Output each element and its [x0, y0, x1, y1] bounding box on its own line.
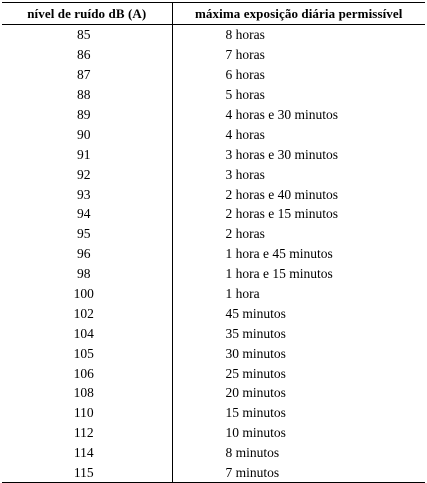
table-row [2, 303, 425, 323]
noise-level-cell: 89 [77, 107, 91, 122]
noise-exposure-table [2, 2, 425, 483]
table-row [2, 25, 425, 45]
max-exposure-cell: 25 minutos [172, 363, 425, 383]
table-row [2, 383, 425, 403]
max-exposure-cell: 1 hora e 45 minutos [172, 244, 425, 264]
max-exposure-cell: 45 minutos [172, 303, 425, 323]
table-row [2, 65, 425, 85]
max-exposure-cell: 3 horas [172, 164, 425, 184]
noise-level-cell: 92 [77, 166, 91, 182]
noise-level-cell: 96 [77, 246, 91, 262]
noise-level-cell: 108 [73, 385, 94, 401]
header-max-exposure: máxima exposição diária permissível [172, 3, 425, 25]
max-exposure-cell: 4 horas [172, 124, 425, 144]
max-exposure-cell: 7 horas [172, 45, 425, 65]
noise-level-cell: 86 [77, 47, 91, 63]
max-exposure-cell: 8 horas [172, 25, 425, 45]
max-exposure-cell: 2 horas e 40 minutos [172, 184, 425, 204]
header-noise-level: nível de ruído dB (A) [2, 3, 172, 25]
noise-level-cell: 93 [77, 186, 91, 202]
table-body [2, 25, 425, 483]
noise-level-cell: 95 [77, 226, 91, 242]
table-row [2, 403, 425, 423]
noise-level-cell: 115 [73, 465, 94, 481]
noise-level-cell: 104 [73, 325, 94, 341]
noise-level-cell: 94 [77, 206, 91, 222]
table-row [2, 105, 425, 125]
max-exposure-cell: 2 horas e 15 minutos [172, 204, 425, 224]
max-exposure-cell: 8 minutos [172, 443, 425, 463]
max-exposure-cell: 20 minutos [172, 383, 425, 403]
max-exposure-cell: 5 horas [172, 85, 425, 105]
table-row [2, 284, 425, 304]
noise-level-cell: 88 [77, 87, 91, 103]
table-row [2, 204, 425, 224]
table-row [2, 224, 425, 244]
header-row [2, 3, 425, 25]
noise-level-cell: 90 [77, 126, 91, 142]
noise-level-cell: 114 [73, 445, 94, 461]
table-row [2, 363, 425, 383]
noise-level-cell: 85 [77, 27, 91, 43]
noise-level-cell: 110 [73, 405, 94, 421]
max-exposure-cell: 10 minutos [172, 423, 425, 443]
noise-level-cell: 102 [73, 305, 94, 321]
max-exposure-cell: 1 hora [172, 284, 425, 304]
max-exposure-cell: 6 horas [172, 65, 425, 85]
table-row [2, 463, 425, 483]
noise-level-cell: 98 [77, 266, 91, 282]
noise-level-cell: 106 [73, 365, 94, 381]
max-exposure-cell: 30 minutos [172, 343, 425, 363]
table-row [2, 45, 425, 65]
max-exposure-cell: 7 minutos [172, 463, 425, 483]
max-exposure-cell: 4 horas e 30 minutos [172, 105, 425, 125]
table-row [2, 124, 425, 144]
max-exposure-cell: 15 minutos [172, 403, 425, 423]
table-header [2, 3, 425, 25]
noise-level-cell: 91 [77, 146, 91, 162]
max-exposure-cell: 1 hora e 15 minutos [172, 264, 425, 284]
table-row [2, 144, 425, 164]
table-row [2, 323, 425, 343]
table-row [2, 423, 425, 443]
table-row [2, 264, 425, 284]
table-row [2, 184, 425, 204]
max-exposure-cell: 3 horas e 30 minutos [172, 144, 425, 164]
max-exposure-cell: 2 horas [172, 224, 425, 244]
noise-level-cell: 100 [73, 286, 94, 302]
table-row [2, 164, 425, 184]
max-exposure-cell: 35 minutos [172, 323, 425, 343]
noise-level-cell: 87 [77, 67, 91, 83]
table-row [2, 244, 425, 264]
table-row [2, 343, 425, 363]
noise-level-cell: 105 [73, 345, 94, 361]
table-row [2, 443, 425, 463]
table-row [2, 85, 425, 105]
noise-level-cell: 112 [73, 425, 94, 441]
